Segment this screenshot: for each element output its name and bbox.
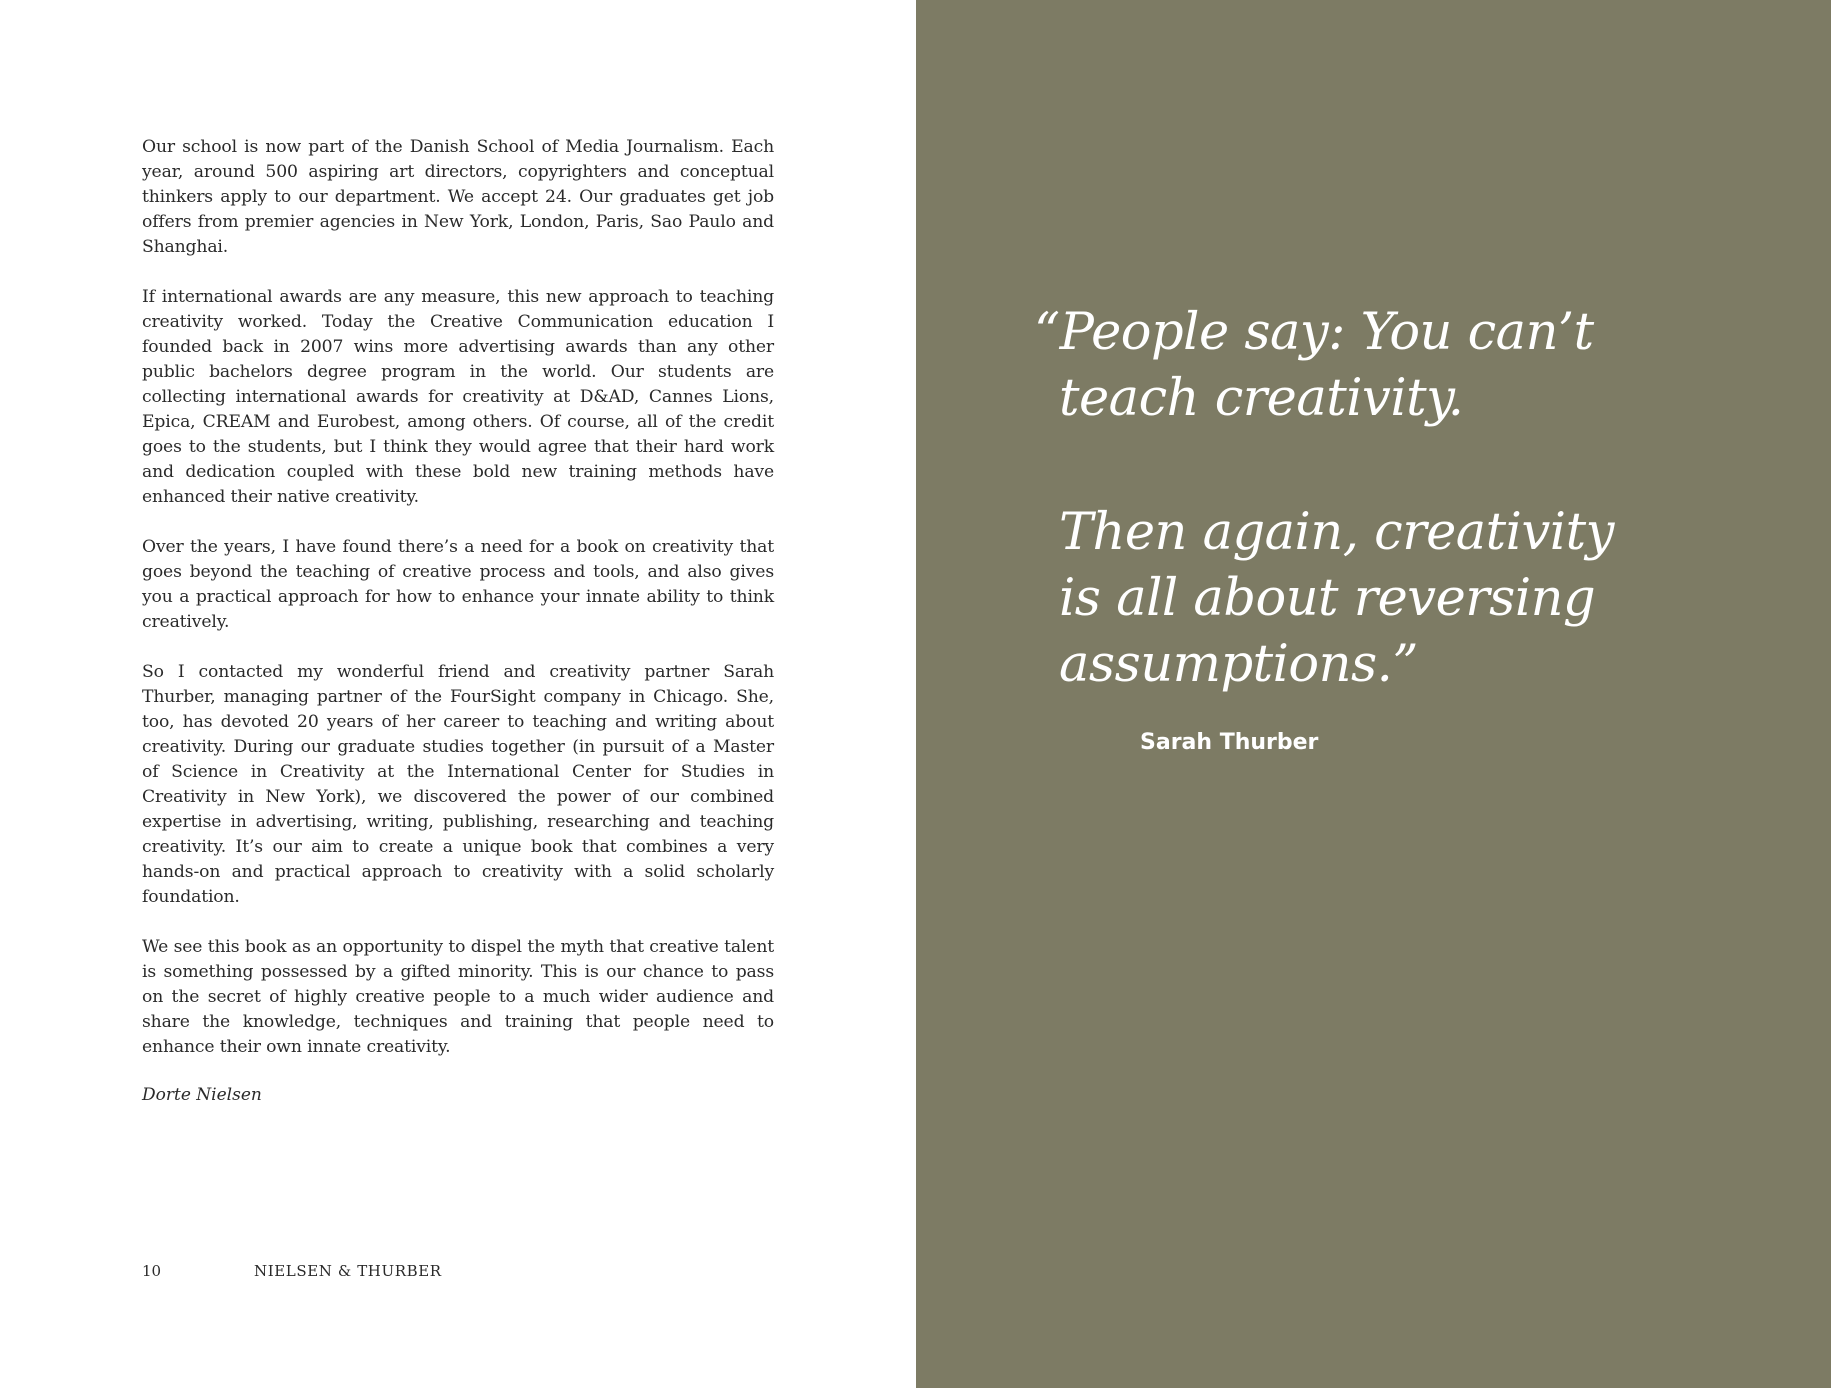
- paragraph: Over the years, I have found there’s a need for a book on creativity that goes beyond the teaching of creative process and tools, and also gives you a practical approach for how to enhance your innate ability to think creatively.: [142, 537, 774, 632]
- page-number: 10: [142, 1262, 162, 1280]
- author-signature: Dorte Nielsen: [142, 1085, 262, 1105]
- running-head: NIELSEN & THURBER: [254, 1262, 442, 1280]
- right-page: [916, 0, 1831, 1388]
- quote-line: teach creativity.: [1059, 369, 1464, 428]
- paragraph: Our school is now part of the Danish School of Media Journalism. Each year, around 500 aspiring art directors, copyrighters and conceptual thinkers apply to our department. We accept 24. Our graduates get job offers from premier agencies in New York, London, Paris, Sao Paulo and Shanghai.: [142, 137, 774, 257]
- paragraph: So I contacted my wonderful friend and creativity partner Sarah Thurber, managing partner of the FourSight company in Chicago. She, too, has devoted 20 years of her career to teaching and writing about creativity. During our graduate studies together (in pursuit of a Master of Science in Creativity at the International Center for Studies in Creativity in New York), we discovered the power of our combined expertise in advertising, writing, publishing, researching and teaching creativity. It’s our aim to create a unique book that combines a very hands-on and practical approach to creativity with a solid scholarly foundation.: [142, 662, 774, 907]
- quote-attribution: Sarah Thurber: [1140, 730, 1319, 755]
- paragraph: We see this book as an opportunity to dispel the myth that creative talent is something possessed by a gifted minority. This is our chance to pass on the secret of highly creative people to a much wider audience and share the knowledge, techniques and training that people need to enhance their own innate creativity.: [142, 937, 774, 1057]
- quote-line: assumptions.”: [1059, 635, 1418, 694]
- quote-line: Then again, creativity: [1059, 503, 1614, 562]
- pull-quote: [1034, 300, 1779, 698]
- quote-line: “People say: You can’t: [1034, 303, 1594, 362]
- paragraph: If international awards are any measure, this new approach to teaching creativity worked. Today the Creative Communication education I founded back in 2007 wins more advertising awards than any other public bachelors degree program in the world. Our students are collecting international awards for creativity at D&AD, Cannes Lions, Epica, CREAM and Eurobest, among others. Of course, all of the credit goes to the students, but I think they would agree that their hard work and dedication coupled with these bold new training methods have enhanced their native creativity.: [142, 287, 774, 507]
- quote-gap: [1059, 432, 1779, 500]
- body-text: [142, 135, 774, 1085]
- quote-line: is all about reversing: [1059, 569, 1596, 628]
